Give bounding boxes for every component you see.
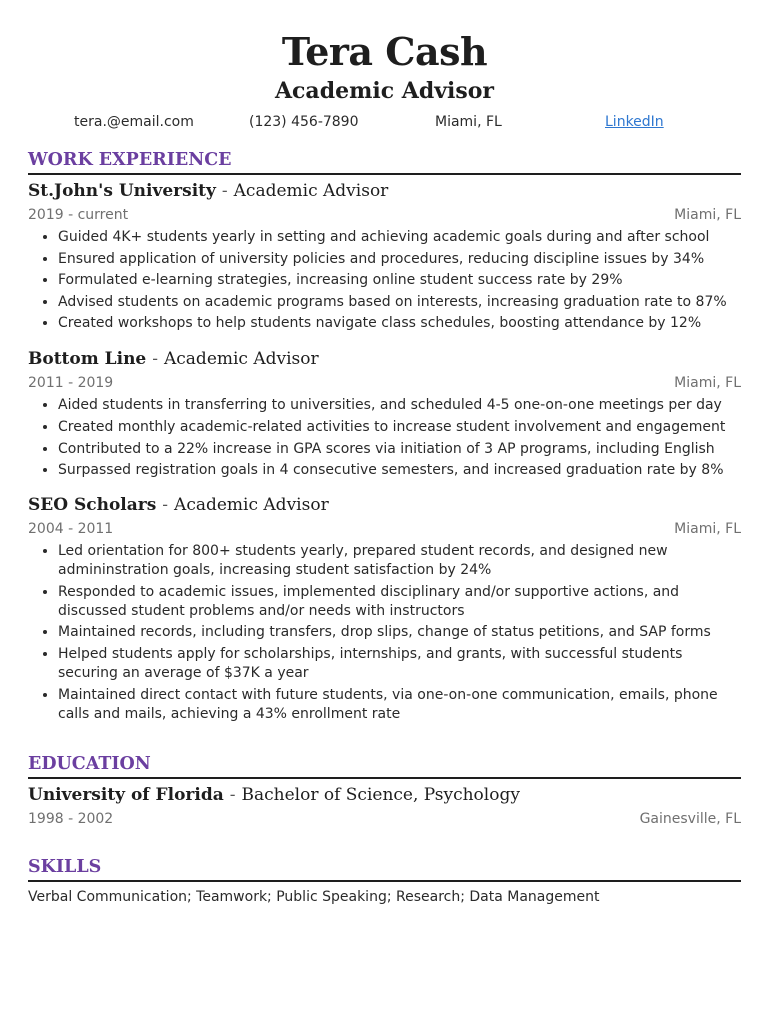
list-item: • Maintained direct contact with future students, via one-on-one communication, emails, phone calls and mails, achieving a 43% enrollment rate — [58, 686, 741, 724]
list-item: • Contributed to a 22% increase in GPA scores via initiation of 3 AP programs, including English — [58, 440, 741, 459]
linkedin-link[interactable]: LinkedIn — [605, 114, 664, 130]
job-dates: 2019 - current — [28, 207, 129, 223]
education-section — [28, 752, 741, 829]
list-item: • Surpassed registration goals in 4 consecutive semesters, and increased graduation rate by 8% — [58, 461, 741, 480]
list-item: • Led orientation for 800+ students yearly, prepared student records, and designed new admininstration goals, increasing student satisfaction by 24% — [58, 542, 741, 580]
job-location: Miami, FL — [674, 207, 741, 223]
job-heading — [28, 179, 741, 203]
job-meta — [28, 519, 741, 539]
list-item: • Helped students apply for scholarships, internships, and grants, with successful students securing an average of $37K a year — [58, 645, 741, 683]
work-experience-section — [28, 148, 741, 724]
list-item: • Aided students in transferring to universities, and scheduled 4-5 one-on-one meetings per day — [58, 396, 741, 415]
job-entry — [28, 493, 741, 723]
resume-page — [28, 0, 741, 907]
list-item: • Formulated e-learning strategies, increasing online student success rate by 29% — [58, 271, 741, 290]
list-item: • Created monthly academic-related activities to increase student involvement and engagement — [58, 418, 741, 437]
job-bullets — [28, 228, 741, 333]
section-heading-education: EDUCATION — [28, 752, 741, 779]
job-heading — [28, 493, 741, 517]
list-item: • Maintained records, including transfers, drop slips, change of status petitions, and SAP forms — [58, 623, 741, 642]
job-heading — [28, 347, 741, 371]
education-location: Gainesville, FL — [639, 810, 741, 827]
skills-section — [28, 855, 741, 907]
job-entry — [28, 347, 741, 480]
list-item: • Advised students on academic programs based on interests, increasing graduation rate to 87% — [58, 293, 741, 312]
job-dates: 2011 - 2019 — [28, 375, 114, 392]
job-separator: - — [162, 495, 169, 516]
section-heading-work: WORK EXPERIENCE — [28, 148, 741, 175]
job-organization: SEO Scholars — [28, 495, 157, 516]
contact-location: Miami, FL — [435, 114, 502, 130]
education-field: Psychology — [423, 784, 520, 805]
job-bullets — [28, 542, 741, 723]
job-entry — [28, 179, 741, 333]
section-heading-skills: SKILLS — [28, 855, 741, 882]
contact-phone: (123) 456-7890 — [249, 114, 359, 130]
job-location: Miami, FL — [674, 375, 741, 392]
list-item: • Responded to academic issues, implemented disciplinary and/or supportive actions, and discussed student problems and/or needs with instructors — [58, 583, 741, 621]
list-item: • Created workshops to help students navigate class schedules, boosting attendance by 12% — [58, 314, 741, 333]
education-degree: Bachelor of Science, — [241, 784, 419, 805]
job-role: Academic Advisor — [233, 181, 389, 201]
list-item: • Ensured application of university policies and procedures, reducing discipline issues by 34% — [58, 250, 741, 269]
list-item: • Guided 4K+ students yearly in setting and achieving academic goals during and after school — [58, 228, 741, 247]
job-role: Academic Advisor — [164, 349, 319, 370]
skills-list: Verbal Communication; Teamwork; Public Speaking; Research; Data Management — [28, 888, 600, 905]
education-dates: 1998 - 2002 — [28, 810, 114, 827]
job-separator: - — [152, 349, 158, 370]
education-heading — [28, 783, 741, 807]
job-organization: Bottom Line — [28, 349, 147, 370]
contact-row — [28, 112, 741, 134]
candidate-title: Academic Advisor — [274, 78, 495, 104]
job-meta — [28, 373, 741, 393]
education-school: University of Florida — [28, 784, 224, 805]
job-meta — [28, 205, 741, 225]
job-organization: St.John's University — [28, 181, 216, 201]
job-bullets — [28, 396, 741, 480]
contact-email[interactable]: tera.@email.com — [74, 114, 194, 130]
education-separator: - — [229, 784, 236, 805]
candidate-name: Tera Cash — [281, 29, 488, 74]
job-separator: - — [221, 181, 228, 201]
education-meta — [28, 809, 741, 829]
job-role: Academic Advisor — [174, 495, 329, 516]
job-location: Miami, FL — [674, 521, 741, 538]
job-dates: 2004 - 2011 — [28, 521, 114, 538]
